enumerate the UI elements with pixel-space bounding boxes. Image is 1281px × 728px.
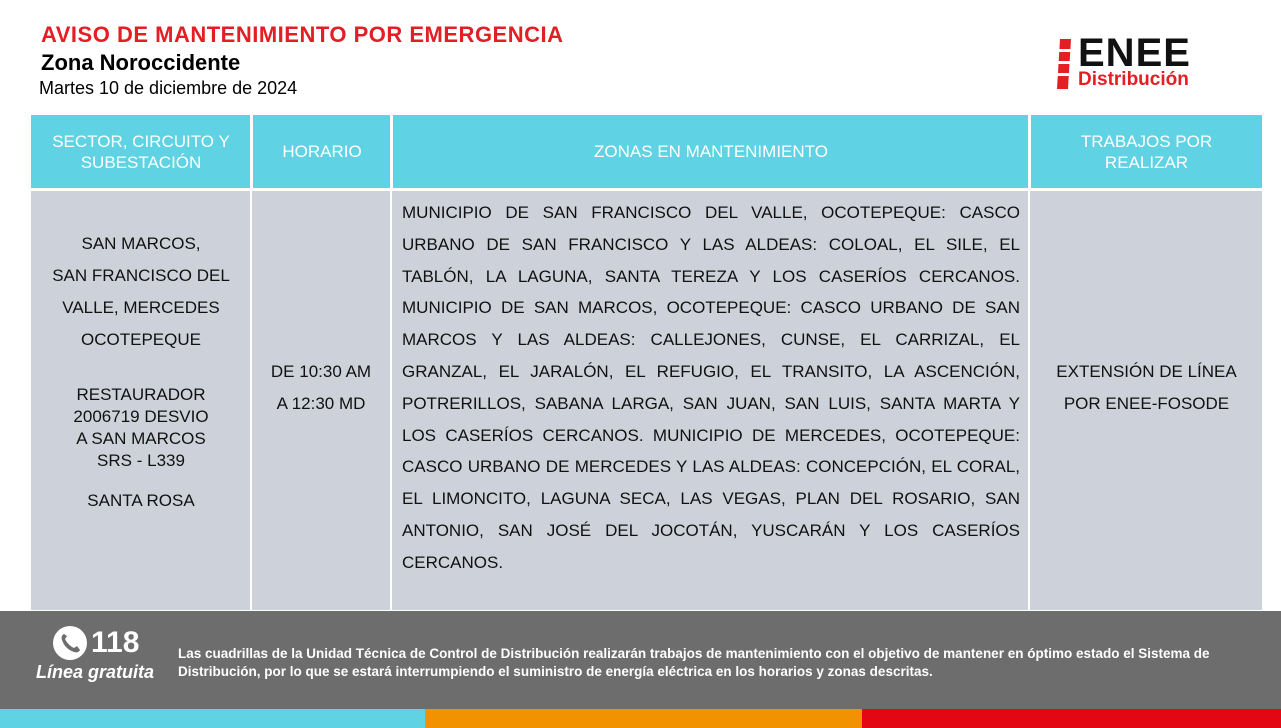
work-line: POR ENEE-FOSODE	[1063, 394, 1230, 413]
stripe-red	[862, 709, 1281, 728]
sector-line: SAN FRANCISCO DEL	[52, 266, 230, 285]
sector-line: OCOTEPEQUE	[81, 330, 201, 349]
sector-lines	[31, 228, 251, 356]
circuit-line: 2006719 DESVIO	[73, 407, 209, 426]
sector-line: VALLE, MERCEDES	[62, 298, 220, 317]
logo-subtitle: Distribución	[1078, 69, 1189, 90]
header-work: TRABAJOS POR REALIZAR	[1031, 115, 1262, 188]
zone-title: Zona Noroccidente	[41, 50, 241, 75]
circuit-line: RESTAURADOR	[76, 385, 206, 404]
header-divider	[31, 188, 1262, 191]
phone-number: 118	[91, 626, 140, 659]
column-divider	[1028, 115, 1030, 610]
schedule-cell	[251, 356, 391, 420]
sector-line: SAN MARCOS,	[81, 234, 201, 253]
substation: SANTA ROSA	[87, 491, 195, 510]
notice-title: AVISO DE MANTENIMIENTO POR EMERGENCIA	[41, 22, 564, 47]
phone-icon	[53, 626, 87, 660]
header-sector: SECTOR, CIRCUITO Y SUBESTACIÓN	[31, 115, 251, 188]
header-zones: ZONAS EN MANTENIMIENTO	[393, 115, 1029, 188]
logo-name: ENEE	[1078, 31, 1191, 75]
circuit-line: SRS - L339	[97, 451, 185, 470]
notice-date: Martes 10 de diciembre de 2024	[39, 78, 298, 98]
schedule-line: A 12:30 MD	[276, 394, 366, 413]
logo-mark-icon	[1056, 37, 1078, 91]
schedule-line: DE 10:30 AM	[270, 362, 372, 381]
footer-message: Las cuadrillas de la Unidad Técnica de Control de Distribución realizarán trabajos de mantenimiento con el objetivo de mantener en óptimo estado el Sistema de Distribución, por lo que se estará interrumpiendo el suministro de energía eléctrica en los horarios y zonas descritas.	[178, 646, 1210, 679]
footer	[0, 611, 1281, 709]
header	[0, 0, 1281, 112]
work-line: EXTENSIÓN DE LÍNEA	[1056, 362, 1237, 381]
phone-label: Línea gratuita	[36, 662, 155, 682]
stripe-cyan	[0, 709, 425, 728]
circuit-lines	[31, 384, 251, 472]
enee-logo	[1056, 31, 1236, 93]
work-cell	[1031, 356, 1262, 420]
stripe-orange	[425, 709, 862, 728]
circuit-line: A SAN MARCOS	[76, 429, 206, 448]
zones-cell: MUNICIPIO DE SAN FRANCISCO DEL VALLE, OCOTEPEQUE: CASCO URBANO DE SAN FRANCISCO Y LAS ALDEAS: COLOAL, EL SILE, EL TABLÓN, LA LAGUNA, SANTA TEREZA Y LOS CASERÍOS CERCANOS. MUNICIPIO DE SAN MARCOS, OCOTEPEQUE: CASCO URBANO DE SAN MARCOS Y LAS ALDEAS: CALLEJONES, CUNSE, EL CARRIZAL, EL GRANZAL, EL JARALÓN, EL REFUGIO, EL TRANSITO, LA ASCENCIÓN, POTRERILLOS, SABANA LARGA, SAN JUAN, SAN LUIS, SANTA MARTA Y LOS CASERÍOS CERCANOS. MUNICIPIO DE MERCEDES, OCOTEPEQUE: CASCO URBANO DE MERCEDES Y LAS ALDEAS: CONCEPCIÓN, EL CORAL, EL LIMONCITO, LAGUNA SECA, LAS VEGAS, PLAN DEL ROSARIO, SAN ANTONIO, SAN JOSÉ DEL JOCOTÁN, YUSCARÁN Y LOS CASERÍOS CERCANOS.	[402, 203, 1020, 572]
header-schedule: HORARIO	[253, 115, 391, 188]
